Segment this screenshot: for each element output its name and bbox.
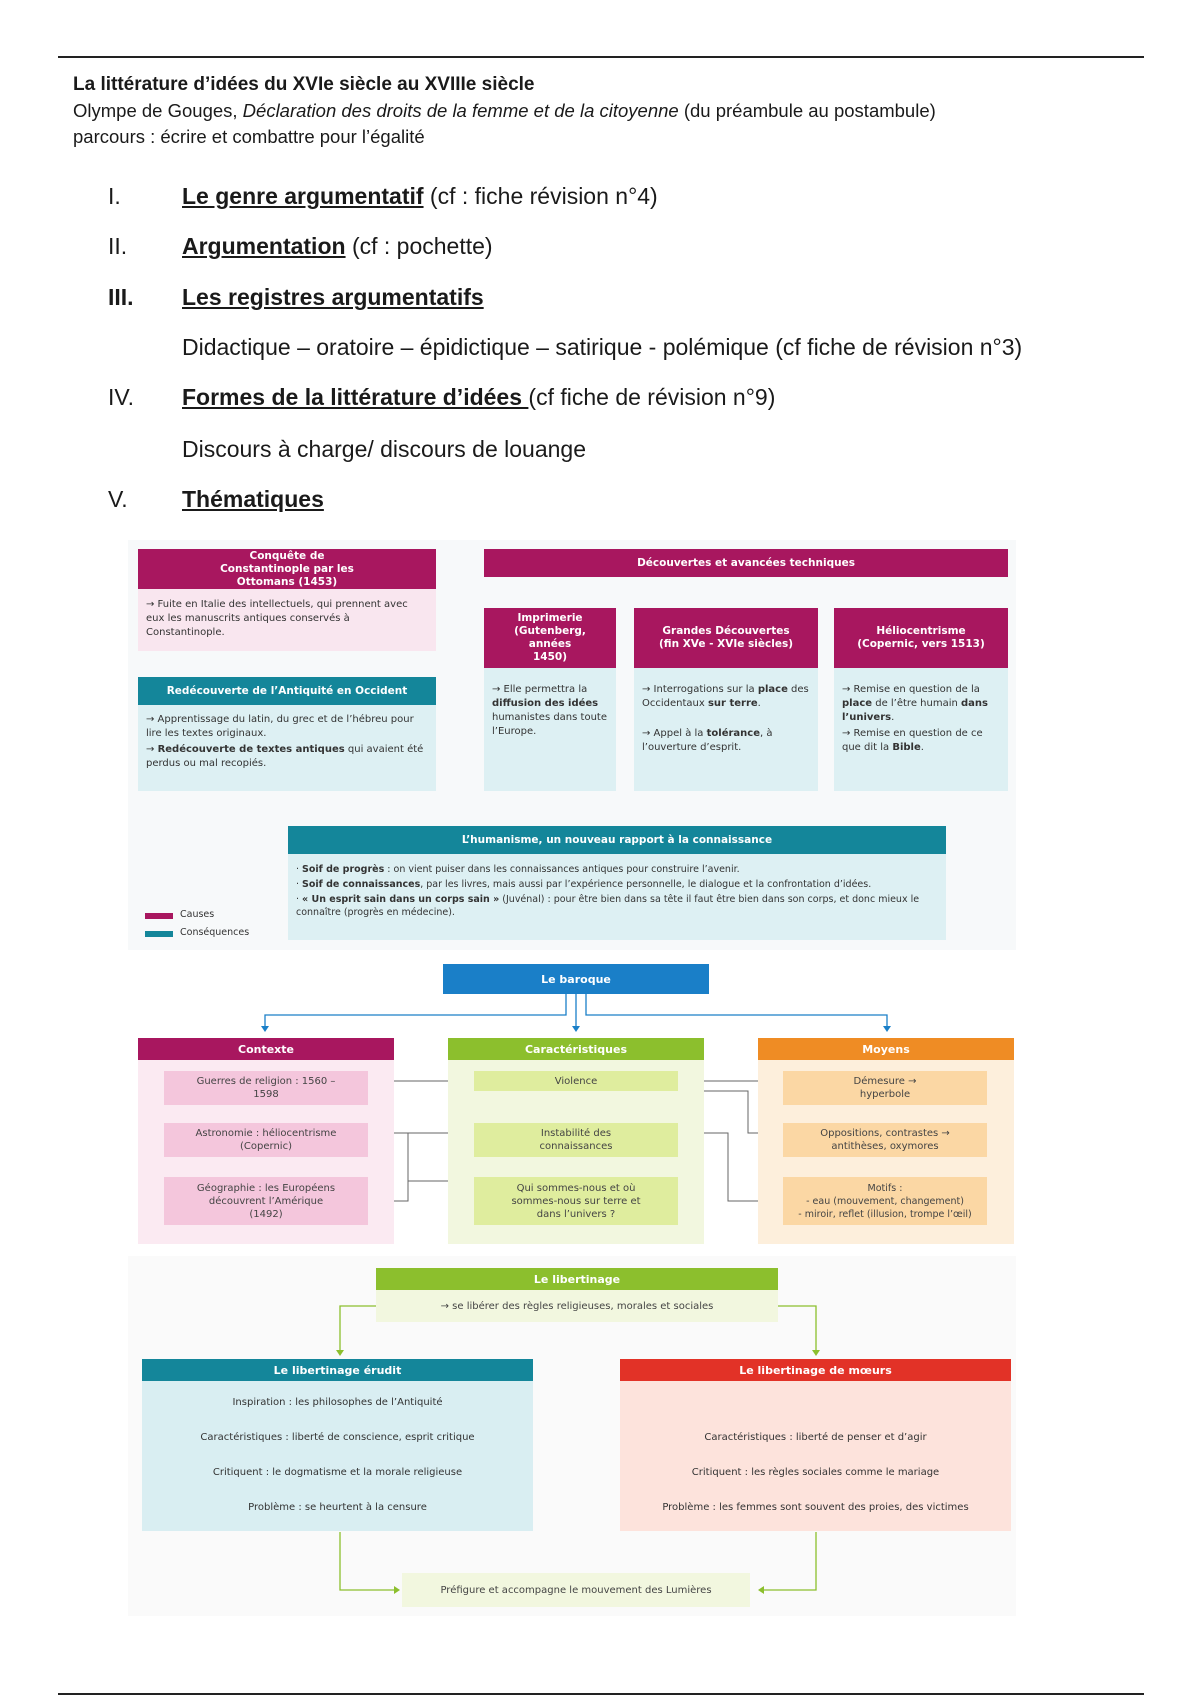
rapport-item-1: · Soif de progrès : on vient puiser dans les connaissances antiques pour construire l’avenir. <box>296 864 740 875</box>
rapport-item-3-bold: « Un esprit sain dans un corps sain » <box>302 894 500 905</box>
libertinage-erudit-header: Le libertinage érudit <box>142 1359 533 1381</box>
helio-text2-a: → Remise en question de ce que dit la <box>842 728 983 753</box>
erudit-line-3: Critiquent : le dogmatisme et la morale religieuse <box>212 1467 463 1478</box>
imprimerie-text-c: humanistes dans toute l’Europe. <box>492 712 607 737</box>
libertinage-moeurs-header: Le libertinage de mœurs <box>620 1359 1011 1381</box>
outline-subtext: Didactique – oratoire – épidictique – satirique - polémique (cf fiche de révision n°3) <box>182 334 1023 360</box>
outline-title: Thématiques <box>182 486 324 512</box>
grandes-decouvertes-header: Grandes Découvertes (fin XVe - XVIe siècles) <box>634 608 818 668</box>
lumieres-box: Préfigure et accompagne le mouvement des Lumières <box>402 1573 750 1607</box>
rapport-item-2: · Soif de connaissances, par les livres, mais aussi par l’expérience personnelle, le dialogue et la confrontation d’idées. <box>296 879 872 890</box>
outline-note: (cf : pochette) <box>345 233 493 259</box>
humanisme-rapport-header: L’humanisme, un nouveau rapport à la connaissance <box>288 826 946 854</box>
moeurs-line-3: Problème : les femmes sont souvent des proies, des victimes <box>662 1502 969 1513</box>
contexte-item-1: Guerres de religion : 1560 – 1598 <box>164 1071 368 1105</box>
moyens-item-3-title: Motifs : <box>867 1182 903 1194</box>
constantinople-header: Conquête de Constantinople par les Ottomans (1453) <box>138 549 436 589</box>
grandes-text-d: sur terre <box>707 698 758 709</box>
work-title: Déclaration des droits de la femme et de la citoyenne <box>242 100 679 121</box>
imprimerie-text-a: → Elle permettra la <box>492 684 588 695</box>
baroque-header: Le baroque <box>443 964 709 994</box>
constantinople-text: → Fuite en Italie des intellectuels, qui prennent avec eux les manuscrits antiques conservés à Constantinople. <box>146 599 408 638</box>
grandes-text2-a: → Appel à la <box>642 728 707 739</box>
outline-number: I. <box>108 183 121 209</box>
bottom-rule <box>58 1693 1144 1695</box>
antiquite-item-1: → Apprentissage du latin, du grec et de l’hébreu pour lire les textes originaux. <box>146 714 414 739</box>
helio-text2-b: Bible <box>892 742 921 753</box>
helio-text-a: → Remise en question de la <box>842 684 980 695</box>
work-author: Olympe de Gouges, <box>73 100 243 121</box>
rapport-item-3: · « Un esprit sain dans un corps sain » (Juvénal) : pour être bien dans sa tête il faut être bien dans son corps, et donc mieux le connaître (progrès en médecine). <box>296 894 920 918</box>
helio-text-b: place <box>842 698 873 709</box>
parcours-line: parcours : écrire et combattre pour l’égalité <box>73 126 425 147</box>
outline-note: (cf : fiche révision n°4) <box>423 183 658 209</box>
antiquite-item-2-rest: qui avaient été perdus ou mal recopiés. <box>146 744 424 769</box>
erudit-line-1: Inspiration : les philosophes de l’Antiquité <box>232 1397 443 1408</box>
heliocentrisme-header: Héliocentrisme (Copernic, vers 1513) <box>834 608 1008 668</box>
outline-number: II. <box>108 233 128 259</box>
moyens-item-1: Démesure → hyperbole <box>783 1071 987 1105</box>
grandes-text-e: . <box>757 698 761 709</box>
rapport-item-3-text: (Juvénal) : pour être bien dans sa tête il faut être bien dans son corps, et donc mieux le connaître (progrès en médecine). <box>296 894 920 918</box>
decouvertes-header: Découvertes et avancées techniques <box>484 549 1008 577</box>
caracteristiques-item-3: Qui sommes-nous et où sommes-nous sur terre et dans l’univers ? <box>474 1177 678 1225</box>
rapport-item-1-text: : on vient puiser dans les connaissances antiques pour construire l’avenir. <box>384 864 740 875</box>
contexte-item-2: Astronomie : héliocentrisme (Copernic) <box>164 1123 368 1157</box>
antiquite-item-2-bold: Redécouverte de textes antiques <box>157 744 345 755</box>
legend-causes-label: Causes <box>180 909 215 920</box>
moeurs-line-1: Caractéristiques : liberté de penser et d’agir <box>704 1432 927 1443</box>
caracteristiques-item-2: Instabilité des connaissances <box>474 1123 678 1157</box>
libertinage-header: Le libertinage <box>376 1268 778 1290</box>
rapport-item-2-bold: Soif de connaissances <box>302 879 421 890</box>
imprimerie-header: Imprimerie (Gutenberg, années 1450) <box>484 608 616 668</box>
contexte-header: Contexte <box>138 1038 394 1060</box>
legend-consequences-label: Conséquences <box>180 927 250 938</box>
antiquite-header: Redécouverte de l’Antiquité en Occident <box>138 677 436 705</box>
outline-number: IV. <box>108 384 135 410</box>
rapport-item-2-text: , par les livres, mais aussi par l’expérience personnelle, le dialogue et la confrontation d’idées. <box>420 879 872 890</box>
helio-text-d: dans l’univers <box>842 698 988 723</box>
erudit-line-2: Caractéristiques : liberté de conscience, esprit critique <box>200 1432 475 1443</box>
moeurs-line-2: Critiquent : les règles sociales comme le mariage <box>691 1467 940 1478</box>
work-scope: (du préambule au postambule) <box>678 100 936 121</box>
erudit-line-4: Problème : se heurtent à la censure <box>248 1502 427 1513</box>
caracteristiques-item-1: Violence <box>474 1071 678 1091</box>
libertinage-subtitle: → se libérer des règles religieuses, morales et sociales <box>440 1300 714 1312</box>
grandes-text-c: des Occidentaux <box>642 684 809 709</box>
document-title: La littérature d’idées du XVIe siècle au XVIIIe siècle <box>73 74 535 95</box>
moyens-item-3-line-2: - miroir, reflet (illusion, trompe l’œil) <box>798 1208 972 1220</box>
helio-text2-c: . <box>920 742 924 753</box>
outline-number: III. <box>108 284 134 310</box>
moyens-header: Moyens <box>758 1038 1014 1060</box>
helio-text-c: de l’être humain <box>872 698 961 709</box>
moyens-item-2: Oppositions, contrastes → antithèses, oxymores <box>783 1123 987 1157</box>
outline-note: (cf fiche de révision n°9) <box>528 384 776 410</box>
outline-title: Argumentation <box>182 233 346 259</box>
outline-title: Le genre argumentatif <box>182 183 424 209</box>
grandes-text2-c: , à l’ouverture d’esprit. <box>642 728 773 753</box>
grandes-text-a: → Interrogations sur la <box>642 684 758 695</box>
rapport-item-1-bold: Soif de progrès <box>302 864 385 875</box>
imprimerie-text-b: diffusion des idées <box>492 698 599 709</box>
outline-subtext: Discours à charge/ discours de louange <box>182 436 587 462</box>
grandes-text-b: place <box>757 684 788 695</box>
helio-text-e: . <box>891 712 895 723</box>
antiquite-item-2: → Redécouverte de textes antiques qui avaient été perdus ou mal recopiés. <box>146 744 424 769</box>
caracteristiques-header: Caractéristiques <box>448 1038 704 1060</box>
outline-title: Formes de la littérature d’idées <box>182 384 529 410</box>
outline-title: Les registres argumentatifs <box>182 284 484 310</box>
outline-number: V. <box>108 486 128 512</box>
moyens-item-3-line-1: - eau (mouvement, changement) <box>806 1195 964 1207</box>
contexte-item-3: Géographie : les Européens découvrent l’Amérique (1492) <box>164 1177 368 1225</box>
grandes-text2-b: tolérance <box>706 728 760 739</box>
